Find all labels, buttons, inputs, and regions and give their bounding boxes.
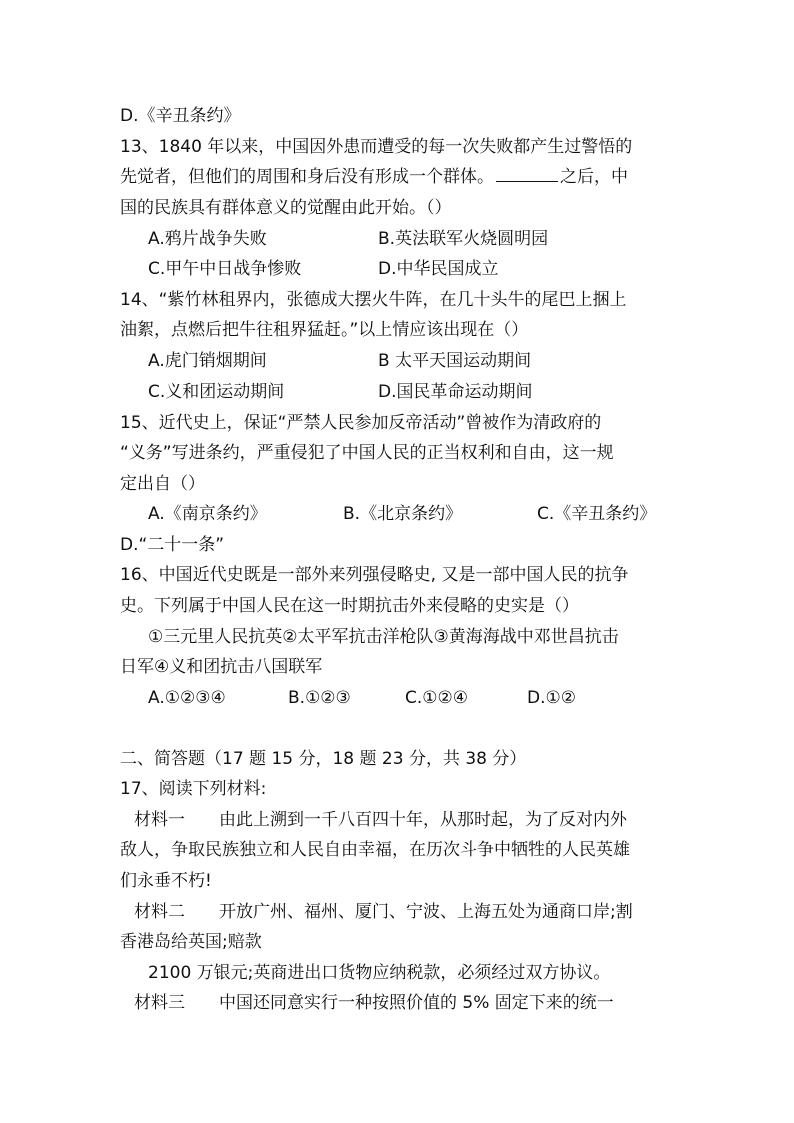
q13-stem-line2 (120, 165, 628, 189)
material-2-line2: 香港岛给英国;赔款 (120, 932, 262, 952)
q15-option-c: C.《辛丑条约》 (537, 504, 657, 524)
q14-option-c: C.义和团运动期间 (148, 382, 285, 402)
q15-option-a: A.《南京条约》 (148, 504, 267, 524)
q16-stem-line1: 16、中国近代史既是一部外来列强侵略史, 又是一部中国人民的抗争 (120, 565, 629, 585)
q16-option-d: D.①② (527, 688, 576, 708)
q14-option-b: B 太平天国运动期间 (378, 351, 532, 371)
q16-items-line2: 日军④义和团抗击八国联军 (120, 657, 323, 677)
q16-items-line1: ①三元里人民抗英②太平军抗击洋枪队③黄海海战中邓世昌抗击 (148, 627, 619, 647)
q14-stem-line1: 14、“紫竹林租界内，张德成大摆火牛阵，在几十头牛的尾巴上捆上 (120, 290, 627, 310)
q16-option-b: B.①②③ (288, 688, 351, 708)
q15-option-d: D.“二十一条” (120, 535, 225, 555)
q15-option-b: B.《北京条约》 (343, 504, 463, 524)
q12-option-d: D.《辛丑条约》 (120, 106, 241, 126)
material-1-line1: 材料一 由此上溯到一千八百四十年，从那时起，为了反对内外 (134, 810, 627, 830)
q13-option-a: A.鸦片战争失败 (148, 229, 267, 249)
q14-option-d: D.国民革命运动期间 (378, 382, 533, 402)
material-1-line2: 敌人，争取民族独立和人民自由幸福，在历次斗争中牺牲的人民英雄 (120, 840, 630, 860)
q17-prompt: 17、阅读下列材料: (120, 779, 267, 799)
material-1-line3: 们永垂不朽! (120, 871, 212, 891)
q13-stem-part1: 先觉者，但他们的周围和身后没有形成一个群体。 (120, 167, 494, 187)
q14-stem-line2: 油絮，点燃后把牛往租界猛赶。”以上情应该出现在（） (120, 320, 529, 340)
q16-stem-line2: 史。下列属于中国人民在这一时期抗击外来侵略的史实是（） (120, 596, 579, 616)
section-2-heading: 二、简答题（17 题 15 分，18 题 23 分，共 38 分） (120, 749, 527, 769)
material-2-line3: 2100 万银元;英商进出口货物应纳税款，必须经过双方协议。 (148, 963, 611, 983)
q14-option-a: A.虎门销烟期间 (148, 351, 267, 371)
q13-option-c: C.甲午中日战争惨败 (148, 259, 302, 279)
q13-option-d: D.中华民国成立 (378, 259, 499, 279)
q15-stem-line2: “义务”写进条约，严重侵犯了中国人民的正当权利和自由，这一规 (120, 443, 614, 463)
q15-stem-line3: 定出自（） (120, 474, 205, 494)
q16-option-c: C.①②④ (405, 688, 468, 708)
q13-answer-blank (496, 165, 558, 182)
q16-option-a: A.①②③④ (148, 688, 226, 708)
q13-stem-line3: 国的民族具有群体意义的觉醒由此开始。（） (120, 198, 452, 218)
q13-stem-line1: 13、1840 年以来，中国因外患而遭受的每一次失败都产生过警悟的 (120, 137, 633, 157)
material-2-line1: 材料二 开放广州、福州、厦门、宁波、上海五处为通商口岸;割 (134, 902, 633, 922)
q15-stem-line1: 15、近代史上，保证“严禁人民参加反帝活动”曾被作为清政府的 (120, 413, 602, 433)
q13-option-b: B.英法联军火烧圆明园 (378, 229, 549, 249)
q13-stem-part2: 之后，中 (560, 167, 628, 187)
material-3-line1: 材料三 中国还同意实行一种按照价值的 5% 固定下来的统一 (134, 993, 614, 1013)
